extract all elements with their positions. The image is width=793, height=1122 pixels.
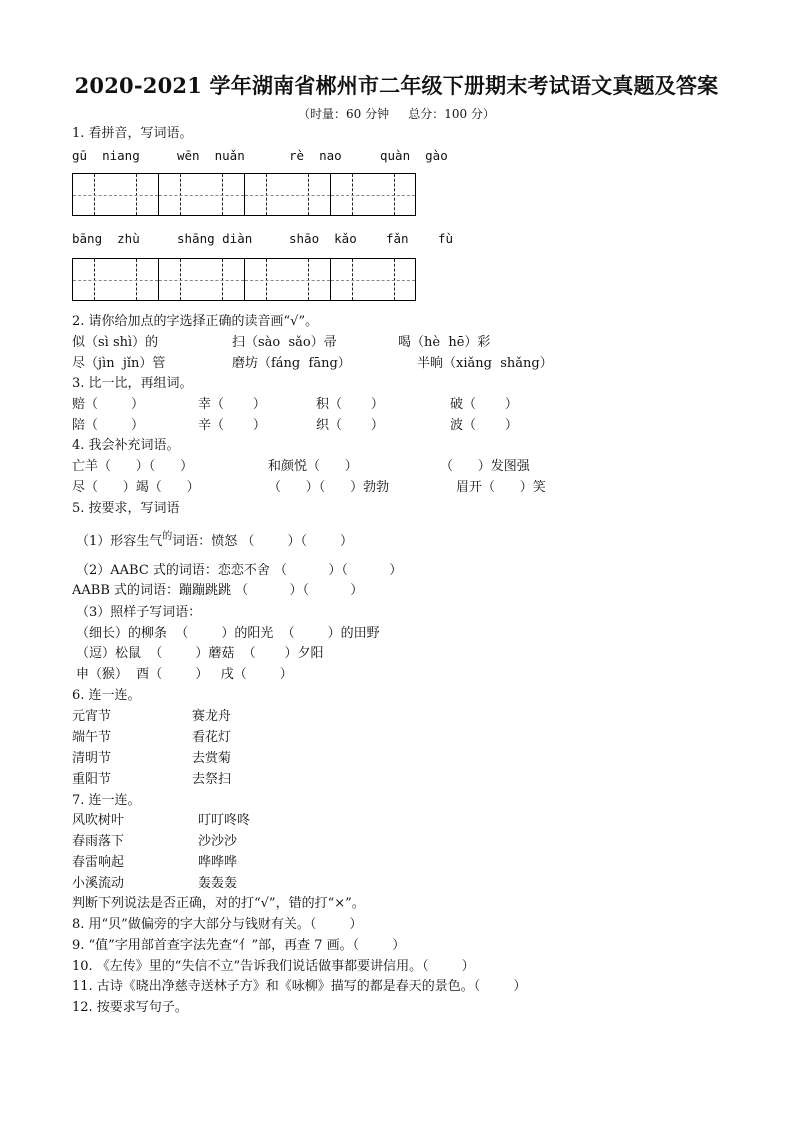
q5-part2b: AABB 式的词语：蹦蹦跳跳 （ ）（ ） [72, 583, 364, 598]
q3-prompt: 3. 比一比，再组词。 [72, 376, 193, 391]
q12-prompt: 12. 按要求写句子。 [72, 1000, 188, 1015]
q5-prompt: 5. 按要求，写词语 [72, 501, 180, 516]
q6-left[interactable]: 元宵节 [72, 709, 112, 724]
q1-pinyin-1: gū niang [72, 148, 140, 163]
exam-meta: （时量：60 分钟 总分：100 分） [298, 107, 495, 121]
q1-pinyin-2: wēn nuǎn [177, 148, 245, 163]
judge-item-11: 11. 古诗《晓出净慈寺送林子方》和《咏柳》描写的都是春天的景色。（ ） [72, 979, 527, 994]
q4-item: （ ）（ ）勃勃 [268, 480, 390, 495]
q4-item: 和颜悦（ ） [268, 459, 358, 474]
q1-pinyin-4: quàn gào [380, 148, 448, 163]
q7-right[interactable]: 哗哗哗 [198, 855, 238, 870]
char-box[interactable] [158, 173, 244, 216]
q4-item: 眉开（ ）笑 [456, 480, 546, 495]
q6-left[interactable]: 端午节 [72, 730, 112, 745]
q3-item: 织（ ） [316, 418, 384, 433]
q7-left[interactable]: 春雨落下 [72, 834, 125, 849]
q7-right[interactable]: 轰轰轰 [198, 876, 238, 891]
judge-item-9: 9. “值”字用部首查字法先查“亻”部，再查 7 画。（ ） [72, 938, 406, 953]
judge-item-10: 10. 《左传》里的“失信不立”告诉我们说话做事都要讲信用。（ ） [72, 959, 475, 974]
char-box[interactable] [330, 173, 416, 216]
q5-part1-a: （1）形容生气 [76, 534, 163, 549]
q6-right[interactable]: 去赏菊 [192, 751, 232, 766]
q1-pinyin-7: shāo kǎo [289, 231, 357, 246]
q7-left[interactable]: 小溪流动 [72, 876, 125, 891]
q3-item: 辛（ ） [198, 418, 266, 433]
q1-pinyin-9: fù [438, 231, 454, 246]
char-box[interactable] [244, 173, 330, 216]
q4-prompt: 4. 我会补充词语。 [72, 438, 180, 453]
q4-item: 亡羊（ ）（ ） [72, 459, 194, 474]
q3-item: 陪（ ） [72, 418, 145, 433]
q7-right[interactable]: 沙沙沙 [198, 834, 238, 849]
char-box[interactable] [330, 258, 416, 301]
q2-item: 似（sì shì）的 [72, 335, 159, 350]
q7-right[interactable]: 叮叮咚咚 [198, 813, 251, 828]
q2-item: 半晌（xiǎng shǎng） [417, 356, 553, 371]
q5-part3-row: （细长）的柳条 （ ）的阳光 （ ）的田野 [76, 626, 380, 641]
q6-right[interactable]: 去祭扫 [192, 772, 232, 787]
q1-pinyin-6: shāng diàn [177, 231, 253, 246]
q1-pinyin-8: fǎn [386, 231, 409, 246]
q6-prompt: 6. 连一连。 [72, 688, 141, 703]
q1-prompt: 1. 看拼音，写词语。 [72, 126, 193, 141]
q7-prompt: 7. 连一连。 [72, 793, 141, 808]
q3-item: 积（ ） [316, 397, 384, 412]
q7-left[interactable]: 春雷响起 [72, 855, 125, 870]
q6-right[interactable]: 赛龙舟 [192, 709, 232, 724]
q2-item: 喝（hè hē）彩 [398, 335, 491, 350]
char-box[interactable] [244, 258, 330, 301]
q3-item: 破（ ） [450, 397, 518, 412]
writing-grid-row-2[interactable] [72, 258, 416, 301]
q1-pinyin-3: rè nao [289, 148, 342, 163]
q3-item: 波（ ） [450, 418, 518, 433]
q2-item: 磨坊（fáng fāng） [232, 356, 351, 371]
q4-item: （ ）发图强 [440, 459, 530, 474]
q3-item: 幸（ ） [198, 397, 266, 412]
q2-item: 扫（sào sǎo）帚 [232, 335, 337, 350]
q5-part3-row: （逗）松鼠 （ ）蘑菇 （ ）夕阳 [76, 646, 324, 661]
q6-left[interactable]: 清明节 [72, 751, 112, 766]
writing-grid-row-1[interactable] [72, 173, 416, 216]
q6-right[interactable]: 看花灯 [192, 730, 232, 745]
q5-part1 [76, 531, 354, 551]
q2-prompt: 2. 请你给加点的字选择正确的读音画“√”。 [72, 314, 319, 329]
char-box[interactable] [72, 258, 158, 301]
q5-part1-sup: 的 [162, 531, 173, 542]
q6-left[interactable]: 重阳节 [72, 772, 112, 787]
q4-item: 尽（ ）竭（ ） [72, 480, 200, 495]
char-box[interactable] [158, 258, 244, 301]
judge-item-8: 8. 用“贝”做偏旁的字大部分与钱财有关。（ ） [72, 917, 363, 932]
q3-item: 赔（ ） [72, 397, 145, 412]
q5-part3-row: 申（猴） 酉（ ） 戌（ ） [76, 667, 293, 682]
q7-left[interactable]: 风吹树叶 [72, 813, 125, 828]
page-title: 2020-2021 学年湖南省郴州市二年级下册期末考试语文真题及答案 [74, 73, 719, 98]
q5-part2: （2）AABC 式的词语：恋恋不舍 （ ）（ ） [76, 563, 403, 578]
q5-part1-b: 词语：愤怒 （ ）（ ） [172, 534, 354, 549]
q5-part3: （3）照样子写词语： [76, 605, 202, 620]
q1-pinyin-5: bāng zhù [72, 231, 140, 246]
judge-intro: 判断下列说法是否正确，对的打“√”，错的打“×”。 [72, 896, 365, 911]
q2-item: 尽（jìn jǐn）管 [72, 356, 166, 371]
char-box[interactable] [72, 173, 158, 216]
